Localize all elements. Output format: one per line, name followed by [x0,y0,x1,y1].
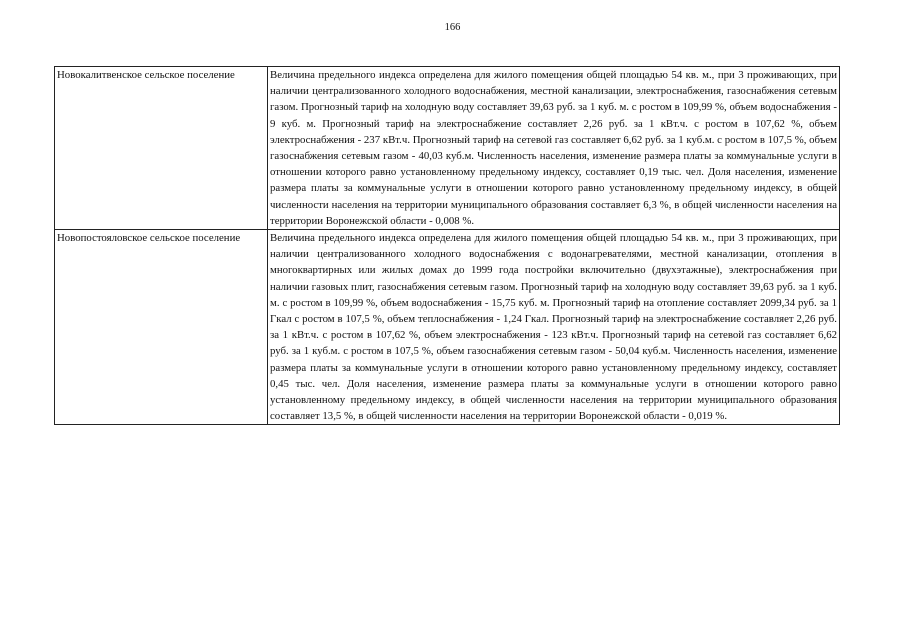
settlement-description: Величина предельного индекса определена для жилого помещения общей площадью 54 кв. м., при 3 проживающих, при наличии централизованного холодного водоснабжения, местной канализации, электроснабжения, газоснабжения сетевым газом. Прогнозный тариф на холодную воду составляет 39,63 руб. за 1 куб. м. с ростом в 109,99 %, объем водоснабжения - 9 куб. м. Прогнозный тариф на электроснабжение составляет 2,26 руб. за 1 кВт.ч. с ростом в 107,62 %, объем электроснабжения - 237 кВт.ч. Прогнозный тариф на сетевой газ составляет 6,62 руб. за 1 куб.м. с ростом в 107,5 %, объем газоснабжения сетевым газом - 40,03 куб.м. Численность населения, изменение размера платы за коммунальные услуги в отношении которого равно установленному предельному индексу, составляет 0,19 тыс. чел. Доля населения, изменение размера платы за коммунальные услуги в отношении которого равно установленному предельному индексу, в общей численности населения на территории муниципального образования составляет 6,3 %, в общей численности населения на территории Воронежской области - 0,008 %. [268,67,840,230]
table-row [55,67,840,230]
settlement-name: Новопостояловское сельское поселение [55,230,268,425]
table-row [55,230,840,425]
settlement-name: Новокалитвенское сельское поселение [55,67,268,230]
settlement-description: Величина предельного индекса определена для жилого помещения общей площадью 54 кв. м., при 3 проживающих, при наличии централизованного холодного водоснабжения с водонагревателями, местной канализации, отопления в многоквартирных или жилых домах до 1999 года постройки включительно (двухэтажные), электроснабжения при наличии газовых плит, газоснабжения сетевым газом. Прогнозный тариф на холодную воду составляет 39,63 руб. за 1 куб. м. с ростом в 109,99 %, объем водоснабжения - 15,75 куб. м. Прогнозный тариф на отопление составляет 2099,34 руб. за 1 Гкал с ростом в 107,5 %, объем теплоснабжения - 1,24 Гкал. Прогнозный тариф на электроснабжение составляет 2,26 руб. за 1 кВт.ч. с ростом в 107,62 %, объем электроснабжения - 123 кВт.ч. Прогнозный тариф на сетевой газ составляет 6,62 руб. за 1 куб.м. с ростом в 107,5 %, объем газоснабжения сетевым газом - 50,04 куб.м. Численность населения, изменение размера платы за коммунальные услуги в отношении которого равно установленному предельному индексу, составляет 0,45 тыс. чел. Доля населения, изменение размера платы за коммунальные услуги в отношении которого равно установленному предельному индексу, в общей численности населения на территории муниципального образования составляет 13,5 %, в общей численности населения на территории Воронежской области - 0,019 %. [268,230,840,425]
page-number: 166 [444,22,461,33]
settlements-table [54,66,840,425]
